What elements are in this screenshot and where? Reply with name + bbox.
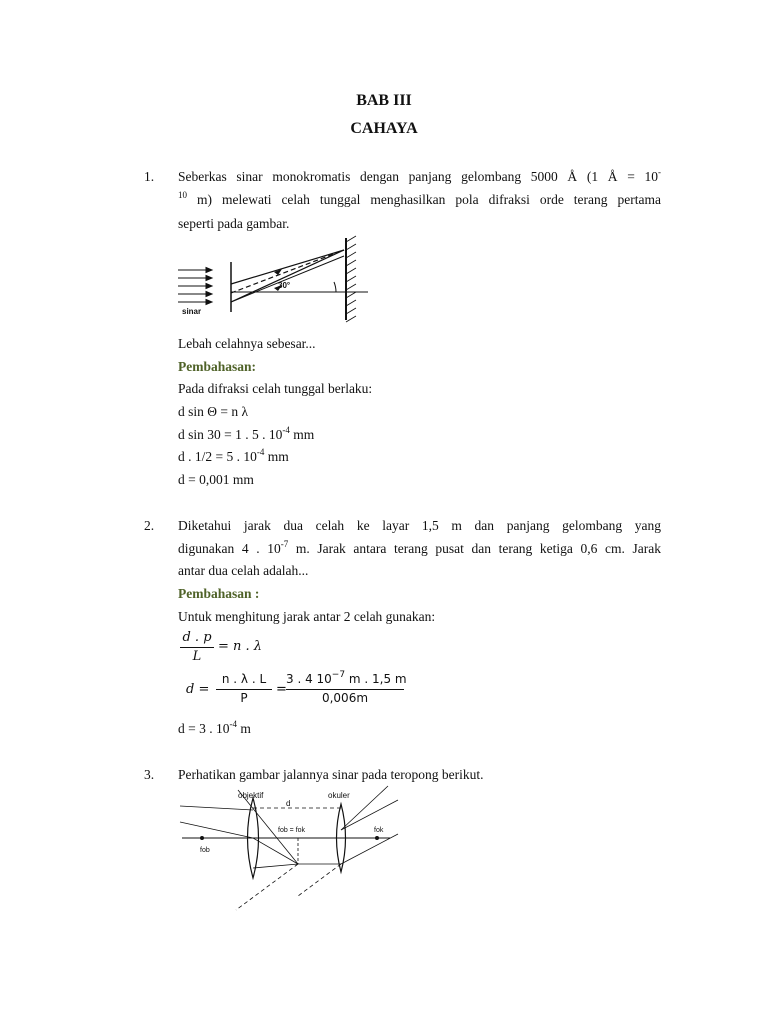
q2-line2-b: m. Jarak antara terang pusat dan terang ketiga 0,6 cm. Jarak	[288, 541, 661, 556]
question-1-number: 1.	[144, 169, 155, 184]
ocular-label: okuler	[328, 791, 350, 800]
eq3-sup: -4	[256, 447, 265, 457]
question-1-equation-4: d = 0,001 mm	[178, 472, 254, 487]
focus-right-label: fok	[374, 827, 384, 834]
q2-line2-sup: -7	[280, 539, 289, 549]
formula-1	[180, 630, 320, 666]
ray-label: sinar	[182, 307, 202, 316]
objective-label: objektif	[238, 791, 264, 800]
num2-rest: m . 1,5 m	[345, 672, 407, 686]
eq2-main: d sin 30 = 1 . 5 . 10	[178, 427, 283, 442]
formula-2-numerator-1: n . λ . L	[221, 672, 267, 686]
q1-line1-text: Seberkas sinar monokromatis dengan panjang gelombang 5000 Å (1 Å = 10	[178, 169, 658, 184]
formula-2-equals: =	[276, 682, 287, 697]
question-2-answer	[178, 721, 251, 737]
q1-line1-sup: -	[658, 167, 661, 177]
question-2-line-2	[178, 541, 661, 557]
answer-sup: -4	[229, 719, 237, 729]
question-2-number: 2.	[144, 518, 155, 533]
question-1-line-2	[178, 192, 661, 208]
formula-1-rhs: = n . λ	[218, 639, 263, 654]
q2-line2-a: digunakan 4 . 10	[178, 541, 281, 556]
question-1-line-3: seperti pada gambar.	[178, 216, 290, 231]
formula-2-denominator-2: 0,006m	[321, 691, 369, 705]
answer-unit: m	[237, 721, 251, 736]
eq2-unit: mm	[289, 427, 315, 442]
question-2-solution-intro: Untuk menghitung jarak antar 2 celah gunakan:	[178, 609, 436, 624]
formula-1-denominator: L	[192, 649, 202, 664]
q1-line2-text: m) melewati celah tunggal menghasilkan pola difraksi orde terang pertama	[187, 192, 661, 207]
question-3-text: Perhatikan gambar jalannya sinar pada teropong berikut.	[178, 767, 484, 782]
q1-line2-sup: 10	[178, 190, 187, 200]
question-1-solution-intro: Pada difraksi celah tunggal berlaku:	[178, 381, 373, 396]
eq3-unit: mm	[264, 449, 289, 464]
eq3-main: d . 1/2 = 5 . 10	[178, 449, 257, 464]
question-1-equation-2	[178, 427, 314, 443]
question-2-line-3: antar dua celah adalah...	[178, 563, 309, 578]
answer-main: d = 3 . 10	[178, 721, 230, 736]
distance-label: d	[286, 799, 291, 808]
question-2-line-1: Diketahui jarak dua celah ke layar 1,5 m dan panjang gelombang yang	[178, 518, 661, 533]
chapter-heading: BAB III	[356, 92, 412, 109]
formula-2-denominator-1: P	[240, 691, 248, 705]
eq2-sup: -4	[282, 425, 290, 435]
formula-2	[186, 672, 426, 708]
question-1-equation-3	[178, 449, 289, 465]
chapter-title: CAHAYA	[350, 120, 418, 137]
question-1-equation-1: d sin Θ = n λ	[178, 404, 249, 419]
question-1-solution-label: Pembahasan:	[178, 359, 257, 374]
single-slit-diagram	[176, 236, 376, 322]
focus-center-label: fob = fok	[278, 827, 306, 834]
formula-1-numerator: d . p	[182, 630, 212, 645]
question-1-line-1	[178, 169, 661, 185]
focus-left-label: fob	[200, 847, 210, 854]
formula-2-lhs: d =	[186, 682, 210, 697]
formula-2-numerator-2	[286, 670, 407, 686]
num2-sup: −7	[331, 670, 346, 680]
question-1-prompt: Lebah celahnya sebesar...	[178, 336, 316, 351]
angle-label: 30°	[278, 281, 291, 290]
telescope-diagram	[178, 786, 418, 916]
num2-main: 3 . 4 10	[286, 672, 332, 686]
question-3-number: 3.	[144, 767, 155, 782]
question-2-solution-label: Pembahasan :	[178, 586, 260, 601]
